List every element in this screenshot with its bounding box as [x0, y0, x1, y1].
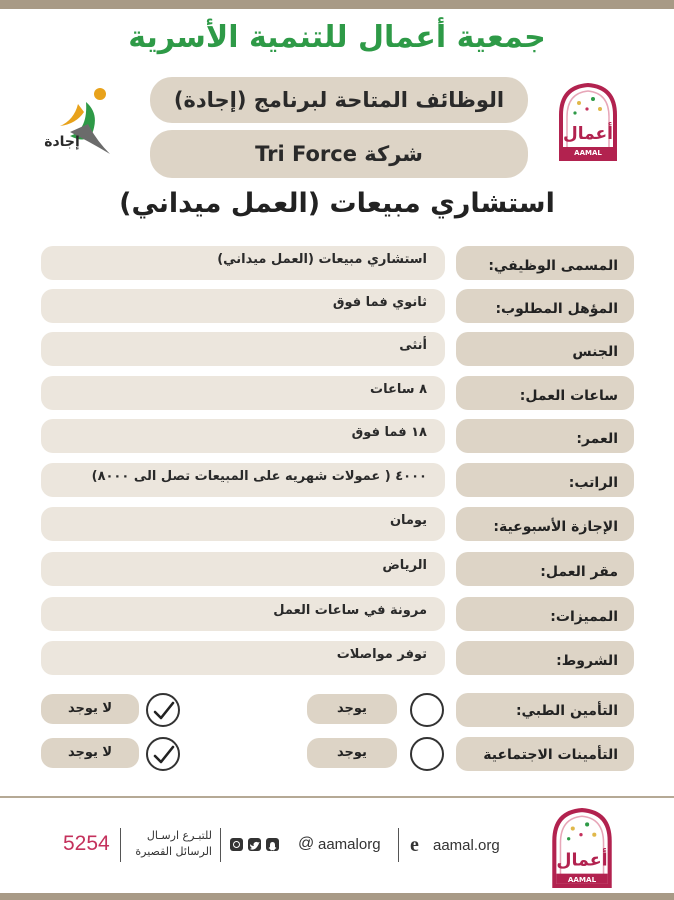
detail-label: الشروط:: [456, 641, 634, 675]
detail-value: مرونة في ساعات العمل: [41, 597, 445, 631]
detail-label: ساعات العمل:: [456, 376, 634, 410]
detail-row-benefits: [0, 597, 674, 631]
option-label: التأمين الطبي:: [456, 693, 634, 727]
detail-row-qualification: [0, 289, 674, 323]
sms-line-1: للتبـرع ارسـال: [146, 829, 212, 842]
yes-label: يوجد: [307, 694, 397, 724]
detail-label: المؤهل المطلوب:: [456, 289, 634, 323]
detail-value: يومان: [41, 507, 445, 541]
detail-row-gender: [0, 332, 674, 366]
option-label: التأمينات الاجتماعية: [456, 737, 634, 771]
detail-row-weekend: [0, 507, 674, 541]
ejada-logo: [30, 84, 116, 160]
detail-value: ٤٠٠٠ ( عمولات شهريه على المبيعات تصل الى ٨٠٠٠): [41, 463, 445, 497]
job-heading: استشاري مبيعات (العمل ميداني): [119, 188, 555, 219]
detail-value: ١٨ فما فوق: [41, 419, 445, 453]
detail-label: المسمى الوظيفي:: [456, 246, 634, 280]
no-label: لا يوجد: [41, 738, 139, 768]
footer-separator: [398, 828, 399, 862]
detail-value: توفر مواصلات: [41, 641, 445, 675]
no-label: لا يوجد: [41, 694, 139, 724]
social-handle[interactable]: aamalorg: [318, 836, 381, 853]
detail-row-salary: [0, 463, 674, 497]
top-border: [0, 0, 674, 9]
instagram-icon[interactable]: [230, 838, 243, 851]
detail-value: ٨ ساعات: [41, 376, 445, 410]
detail-row-location: [0, 552, 674, 586]
detail-label: الجنس: [456, 332, 634, 366]
detail-value: أنثى: [41, 332, 445, 366]
svg-text:أعمال: أعمال: [556, 850, 608, 871]
detail-value: استشاري مبيعات (العمل ميداني): [41, 246, 445, 280]
browser-icon: e: [410, 834, 419, 856]
website-link[interactable]: aamal.org: [433, 837, 500, 854]
detail-label: المميزات:: [456, 597, 634, 631]
detail-label: العمر:: [456, 419, 634, 453]
footer-divider: [0, 796, 674, 798]
ejada-logo-text: إجادة: [44, 134, 80, 150]
detail-value: الرياض: [41, 552, 445, 586]
svg-text:أعمال: أعمال: [563, 124, 613, 144]
aamal-logo-footer: [546, 806, 618, 888]
sms-instructions: [126, 828, 212, 860]
detail-row-conditions: [0, 641, 674, 675]
detail-row-age: [0, 419, 674, 453]
svg-text:AAMAL: AAMAL: [574, 149, 602, 157]
yes-checkbox[interactable]: [410, 693, 444, 727]
option-row-medical-insurance: [0, 693, 674, 727]
check-icon: [152, 699, 176, 723]
twitter-icon[interactable]: [248, 838, 261, 851]
no-checkbox[interactable]: [146, 693, 180, 727]
program-title: الوظائف المتاحة لبرنامج (إجادة): [150, 77, 528, 123]
detail-row-working-hours: [0, 376, 674, 410]
aamal-logo: [553, 81, 623, 161]
svg-text:AAMAL: AAMAL: [567, 874, 597, 884]
sms-number: 5254: [63, 832, 110, 855]
bottom-border: [0, 893, 674, 900]
footer-separator: [120, 828, 121, 862]
sms-line-2: الرسائل القصيرة: [135, 845, 212, 858]
detail-row-job-title: [0, 246, 674, 280]
company-title: شركة Tri Force: [150, 130, 528, 178]
detail-label: مقر العمل:: [456, 552, 634, 586]
snapchat-icon[interactable]: [266, 838, 279, 851]
detail-label: الراتب:: [456, 463, 634, 497]
yes-checkbox[interactable]: [410, 737, 444, 771]
detail-value: ثانوي فما فوق: [41, 289, 445, 323]
footer-separator: [220, 828, 221, 862]
yes-label: يوجد: [307, 738, 397, 768]
check-icon: [152, 743, 176, 767]
no-checkbox[interactable]: [146, 737, 180, 771]
option-row-social-insurance: [0, 737, 674, 771]
at-sign: @: [298, 835, 315, 852]
organization-title: جمعية أعمال للتنمية الأسرية: [128, 20, 546, 55]
detail-label: الإجازة الأسبوعية:: [456, 507, 634, 541]
